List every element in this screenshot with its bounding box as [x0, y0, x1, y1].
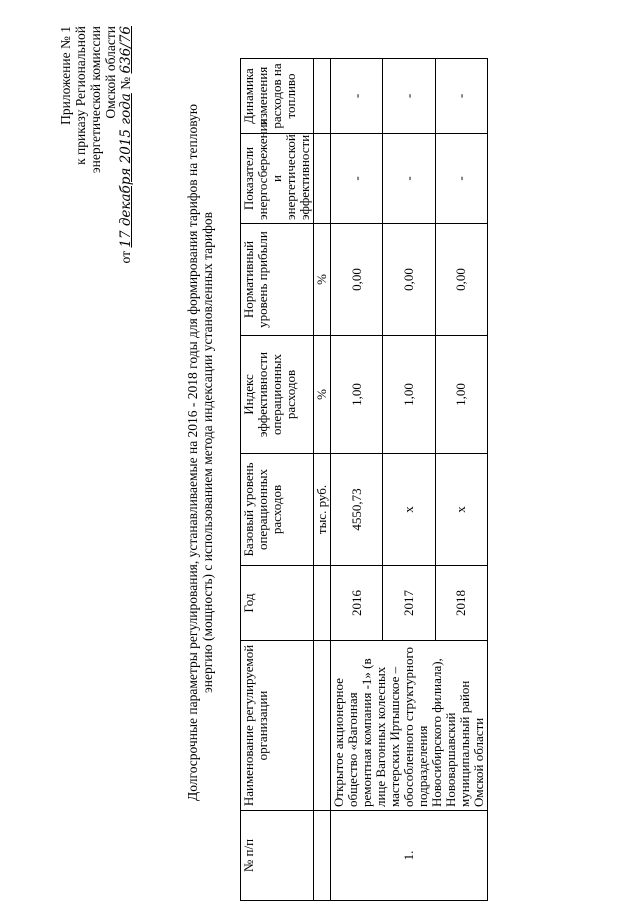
unit-base: тыс. руб.	[314, 454, 331, 566]
cell-efficiency-index: 1,00	[383, 336, 435, 454]
cell-energy-saving: -	[331, 134, 383, 224]
appendix-order-ref: к приказу Региональной	[73, 26, 88, 165]
row-number: 1.	[331, 811, 488, 901]
number-label: №	[118, 76, 133, 90]
cell-year: 2016	[331, 566, 383, 641]
cell-profit-level: 0,00	[383, 224, 435, 336]
cell-efficiency-index: 1,00	[435, 336, 487, 454]
cell-fuel-dynamics: -	[331, 59, 383, 134]
header-org: Наименование регулируемой организации	[241, 641, 314, 811]
cell-fuel-dynamics: -	[435, 59, 487, 134]
table-row	[331, 59, 383, 901]
organization-name: Открытое акционерное общество «Вагонная ремонтная компания -1» (в лице Вагонных колесных мастерских Иртышское – обособленного структурного подразделения Новосибирского филиала), Нововаршавский муниципальный район Омской области	[331, 641, 488, 811]
appendix-region: Омской области	[103, 26, 118, 119]
cell-base-opex: х	[383, 454, 435, 566]
cell-profit-level: 0,00	[331, 224, 383, 336]
unit-profit: %	[314, 224, 331, 336]
cell-profit-level: 0,00	[435, 224, 487, 336]
table-header-row	[241, 59, 314, 901]
parameters-table	[240, 58, 488, 901]
document-caption	[185, 0, 215, 905]
cell-efficiency-index: 1,00	[331, 336, 383, 454]
header-profit-level: Нормативный уровень прибыли	[241, 224, 314, 336]
unit-index: %	[314, 336, 331, 454]
cell-base-opex: х	[435, 454, 487, 566]
cell-fuel-dynamics: -	[383, 59, 435, 134]
appendix-title: Приложение № 1	[58, 26, 73, 125]
appendix-header	[58, 26, 134, 346]
handwritten-number: 636/76	[118, 26, 134, 74]
cell-energy-saving: -	[435, 134, 487, 224]
caption-line-2: энергию (мощность) с использованием метода индексации установленных тарифов	[200, 211, 215, 694]
appendix-date-line	[118, 26, 134, 346]
handwritten-date: 17 декабря 2015 года	[118, 93, 134, 248]
from-label: от	[118, 250, 133, 264]
appendix-commission: энергетической комиссии	[88, 26, 103, 174]
cell-energy-saving: -	[383, 134, 435, 224]
header-year: Год	[241, 566, 314, 641]
cell-year: 2018	[435, 566, 487, 641]
table-units-row	[314, 59, 331, 901]
header-energy-saving: Показатели энергосбережения и энергетической эффективности	[241, 134, 314, 224]
header-num: № п/п	[241, 811, 314, 901]
header-efficiency-index: Индекс эффективности операционных расходов	[241, 336, 314, 454]
caption-line-1: Долгосрочные параметры регулирования, устанавливаемые на 2016 - 2018 годы для формирования тарифов на тепловую	[185, 104, 200, 802]
header-base-opex: Базовый уровень операционных расходов	[241, 454, 314, 566]
cell-year: 2017	[383, 566, 435, 641]
cell-base-opex: 4550,73	[331, 454, 383, 566]
header-fuel-dynamics: Динамика изменения расходов на топливо	[241, 59, 314, 134]
